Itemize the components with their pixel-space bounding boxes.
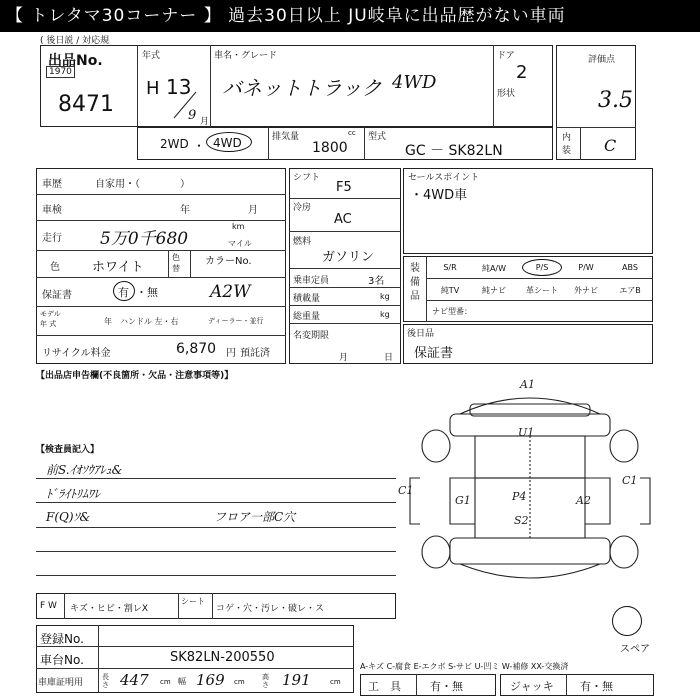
mileage-value: 5万0千680 [100,229,189,249]
equip-pw: P/W [578,263,594,272]
tools-label: 工 具 [368,680,401,693]
width-label: 幅 [178,677,186,686]
year-value: 13 [166,75,192,99]
later-value: 保証書 [414,346,454,361]
warranty-no: ・無 [136,286,158,299]
warranty-code: A2W [210,282,251,302]
equip-leather: 革シート [526,286,558,295]
mark-u1: U1 [518,426,535,439]
warranty-yes: 有 [118,286,129,299]
color-label: 色 [50,262,60,273]
width-value: 169 [196,671,225,689]
jack-value: 有・無 [580,680,613,693]
later-label: 後日品 [407,329,435,339]
load-unit: kg [380,292,390,301]
inspector-note-4: フロア一部C穴 [214,510,296,524]
chassis-value: SK82LN-200550 [170,650,275,665]
equip-ps: P/S [535,263,549,272]
lot-number: 8471 [58,92,114,117]
equip-airbag: エアB [619,286,641,295]
shift-value: F5 [336,180,352,195]
equip-nav: 純ナビ [482,286,506,295]
type-value: GC － SK82LN [405,143,503,159]
ac-label: 冷房 [293,203,312,213]
fw-text: キズ・ヒビ・割レX [70,604,148,614]
lot-stamp: 1970 [46,66,75,78]
recycle-unit: 円 [226,348,236,359]
partial-header: ( 後日説 / 対応規 [40,36,110,46]
model-name: バネットトラック [222,76,382,100]
mileage-label: 走行 [42,233,62,244]
history-label: 車歴 [42,179,62,190]
mark-p4: P4 [512,490,527,503]
recycle-deposit: 預託済 [240,348,270,359]
equip-sr: S/R [443,263,457,272]
reg-change-label: 名変期限 [293,331,330,341]
mark-g1: G1 [455,494,471,507]
gross-label: 総重量 [293,312,321,322]
cert-label: 車庫証明用 [38,678,84,688]
reg-change-day: 日 [384,353,394,363]
doors-value: 2 [516,62,528,83]
interior-label: 内装 [562,133,572,156]
mark-c1-left: C1 [398,484,414,497]
displacement-label: 排気量 [272,132,300,142]
displacement-value: 1800 [312,140,348,156]
mileage-unit-mile: マイル [228,239,252,248]
inspector-note-3: F(Q)ｿ& [46,510,91,524]
lot-label: 出品No. [48,53,103,69]
model-year-label2: 年 式 [40,320,57,328]
fuel-label: 燃料 [293,237,312,247]
inspection-month: 月 [248,205,258,216]
interior-value: C [604,136,617,155]
year-month-unit: 月 [200,117,210,127]
car-diagram [400,374,660,604]
mark-s2: S2 [514,514,529,527]
drive-sep: ・ [193,139,206,153]
width-unit: cm [234,678,245,686]
shift-label: シフト [293,173,321,183]
score-label: 評価点 [588,55,616,65]
inspector-note-2: ﾄﾞﾗｲﾄﾘﾑﾜﾚ [46,487,101,501]
seat-damage-text: コゲ・穴・汚レ・破レ・ス [216,604,325,614]
shape-label: 形状 [497,89,516,99]
score-value: 3.5 [598,88,633,113]
banner: 【 トレタマ30コーナー 】 過去30日以上 JU岐阜に出品歴がない車両 [0,0,700,32]
fuel-value: ガソリン [322,250,375,265]
year-era: H [146,78,160,99]
jack-label: ジャッキ [510,680,554,693]
capacity-label: 乗車定員 [293,276,330,286]
length-unit: cm [160,678,171,686]
mark-a1: A1 [520,378,535,391]
year-label: 年式 [142,51,161,61]
spare-label: スペア [620,644,650,655]
history-value: 自家用・（ ） [95,179,190,190]
equip-abs: ABS [622,263,638,272]
type-label: 型式 [368,132,387,142]
drive-opt1: 2WD [160,137,189,151]
reg-change-month: 月 [339,353,349,363]
inspection-label: 車検 [42,205,62,216]
damage-legend: A-キズ C-腐食 E-エクボ S-サビ U-凹ミ W-補修 XX-交換済 [360,662,569,671]
spare-circle [612,606,642,636]
chassis-label: 車台No. [40,653,84,667]
inspector-header: 【検査員記入】 [36,445,100,455]
gross-unit: kg [380,310,390,319]
equip-tv: 純TV [440,286,460,295]
color-no-label: カラーNo. [205,256,252,267]
mark-a2: A2 [576,494,591,507]
length-value: 447 [120,671,149,689]
warranty-label: 保証書 [42,290,72,301]
height-label: 高さ [262,673,269,689]
reg-no-label: 登録No. [40,632,84,646]
drive-opt2: 4WD [213,136,242,150]
color-value: ホワイト [92,260,144,275]
height-value: 191 [282,671,311,689]
mileage-unit-km: km [232,222,245,231]
sheet-label: シート [181,597,205,606]
equip-ext-nav: 外ナビ [574,286,598,295]
load-label: 積載量 [293,294,321,304]
inspection-year: 年 [180,205,190,216]
displacement-unit: cc [348,129,356,137]
recycle-label: リサイクル料金 [42,348,111,359]
equip-nav-model: ナビ型番： [432,307,472,316]
ac-value: AC [334,212,352,227]
fw-label: F W [40,601,57,611]
model-year-label1: モデル [40,310,61,318]
sales-label: セールスポイント [408,173,480,183]
height-unit: cm [330,678,341,686]
handle-side: ハンドル 左・右 [120,317,179,326]
model-year-unit: 年 [104,317,112,326]
model-label: 車名・グレード [214,51,278,61]
notes-header: 【出品店申告欄(不良箇所・欠品・注意事項等)】 [36,371,234,381]
doors-label: ドア [497,51,515,61]
mark-c1-right: C1 [622,474,638,487]
year-month: 9 [188,108,197,123]
length-label: 長さ [102,673,109,689]
inspector-note-1: 前S.ｲｵｿｳｱﾚｭ& [46,463,123,477]
dealer-type: ディーラー・並行 [208,317,264,325]
recycle-value: 6,870 [176,341,217,357]
equipment-label: 装備品 [410,263,420,302]
capacity-value: 3名 [368,276,385,287]
sales-value: ・4WD車 [410,188,468,203]
tools-value: 有・無 [430,680,463,693]
model-grade: 4WD [392,72,437,93]
color-change-label: 色替 [172,253,180,273]
equip-alloy: 純A/W [481,264,507,273]
